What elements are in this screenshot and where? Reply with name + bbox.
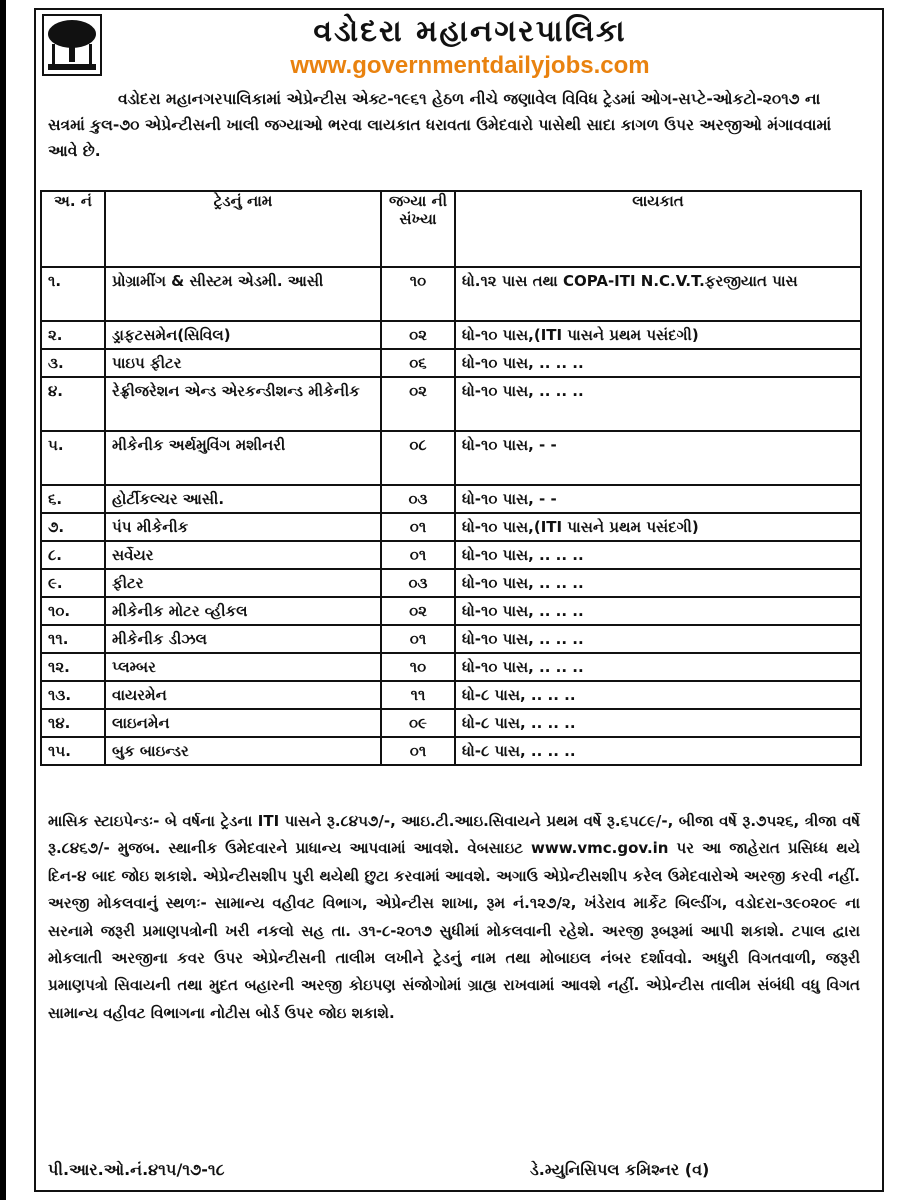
- cell-post-count: ૦૧: [381, 513, 455, 541]
- cell-qualification: ધો.૧૨ પાસ તથા COPA-ITI N.C.V.T.ફરજીયાત પાસ: [455, 267, 861, 321]
- cell-qualification: ધો-૧૦ પાસ, .. .. ..: [455, 541, 861, 569]
- table-body: [41, 267, 861, 765]
- table-row: [41, 737, 861, 765]
- cell-post-count: ૦૧: [381, 625, 455, 653]
- cell-serial: ૫.: [41, 431, 105, 485]
- table-row: [41, 653, 861, 681]
- cell-post-count: ૦૯: [381, 709, 455, 737]
- cell-trade-name: લાઇનમેન: [105, 709, 381, 737]
- table-row: [41, 513, 861, 541]
- cell-qualification: ધો-૧૦ પાસ, .. .. ..: [455, 625, 861, 653]
- cell-post-count: ૦૮: [381, 431, 455, 485]
- table-row: [41, 431, 861, 485]
- cell-qualification: ધો-૧૦ પાસ, .. .. ..: [455, 653, 861, 681]
- header-qualification: લાયકાત: [455, 191, 861, 267]
- signatory: ડે.મ્યુનિસિપલ કમિશ્નર (વ): [530, 1160, 710, 1179]
- cell-post-count: ૦૩: [381, 485, 455, 513]
- cell-trade-name: બુક બાઇન્ડર: [105, 737, 381, 765]
- cell-serial: ૪.: [41, 377, 105, 431]
- cell-serial: ૧૩.: [41, 681, 105, 709]
- cell-serial: ૭.: [41, 513, 105, 541]
- cell-post-count: ૧૦: [381, 653, 455, 681]
- cell-qualification: ધો-૧૦ પાસ, - -: [455, 431, 861, 485]
- cell-qualification: ધો-૮ પાસ, .. .. ..: [455, 709, 861, 737]
- cell-serial: ૧૧.: [41, 625, 105, 653]
- cell-serial: ૧૦.: [41, 597, 105, 625]
- cell-trade-name: ફીટર: [105, 569, 381, 597]
- cell-trade-name: મીકેનીક મોટર વ્હીકલ: [105, 597, 381, 625]
- cell-post-count: ૦૨: [381, 377, 455, 431]
- cell-qualification: ધો-૧૦ પાસ,(ITI પાસને પ્રથમ પસંદગી): [455, 513, 861, 541]
- vmc-logo: [42, 14, 102, 76]
- table-row: [41, 597, 861, 625]
- table-header-row: [41, 191, 861, 267]
- cell-trade-name: પાઇપ ફીટર: [105, 349, 381, 377]
- table-row: [41, 625, 861, 653]
- header-serial: અ. નં: [41, 191, 105, 267]
- table-row: [41, 681, 861, 709]
- cell-trade-name: પ્લમ્બર: [105, 653, 381, 681]
- table-row: [41, 709, 861, 737]
- table-row: [41, 485, 861, 513]
- page-title: વડોદરા મહાનગરપાલિકા: [313, 14, 627, 49]
- cell-trade-name: પંપ મીકેનીક: [105, 513, 381, 541]
- cell-serial: ૧૫.: [41, 737, 105, 765]
- cell-qualification: ધો-૮ પાસ, .. .. ..: [455, 681, 861, 709]
- scan-edge-bar: [0, 0, 6, 1200]
- header-trade-name: ટ્રેડનું નામ: [105, 191, 381, 267]
- cell-serial: ૬.: [41, 485, 105, 513]
- reference-number: પી.આર.ઓ.નં.૪૧૫/૧૭-૧૮: [48, 1160, 225, 1179]
- cell-trade-name: સર્વેયર: [105, 541, 381, 569]
- table-row: [41, 349, 861, 377]
- table-row: [41, 267, 861, 321]
- cell-serial: ૧.: [41, 267, 105, 321]
- website-watermark: www.governmentdailyjobs.com: [290, 52, 650, 79]
- cell-post-count: ૦૨: [381, 597, 455, 625]
- cell-qualification: ધો-૧૦ પાસ,(ITI પાસને પ્રથમ પસંદગી): [455, 321, 861, 349]
- cell-serial: ૩.: [41, 349, 105, 377]
- cell-trade-name: રેફ્રીજરેશન એન્ડ એરકન્ડીશન્ડ મીકેનીક: [105, 377, 381, 431]
- table-row: [41, 569, 861, 597]
- cell-serial: ૯.: [41, 569, 105, 597]
- cell-serial: ૮.: [41, 541, 105, 569]
- cell-post-count: ૦૩: [381, 569, 455, 597]
- notice-paragraph: માસિક સ્ટાઇપેન્ડઃ- બે વર્ષના ટ્રેડના ITI પાસને રૂ.૮૪૫૭/-, આઇ.ટી.આઇ.સિવાયને પ્રથમ વર્ષે રૂ.૬૫૮૯/-, બીજા વર્ષે રૂ.૭૫૨૬, ત્રીજા વર્ષે રૂ.૮૪૬૭/- મુજબ. સ્થાનીક ઉમેદવારને પ્રાધાન્ય આપવામાં આવશે. વેબસાઇટ www.vmc.gov.in પર આ જાહેરાત પ્રસિધ્ધ થયે દિન-૪ બાદ જોઇ શકાશે. એપ્રેન્ટીસશીપ પુરી થયેથી છુટા કરવામાં આવશે. અગાઉ એપ્રેન્ટીસશીપ કરેલ ઉમેદવારોએ અરજી કરવી નહીં. અરજી મોકલવાનું સ્થળઃ- સામાન્ય વહીવટ વિભાગ, એપ્રેન્ટીસ શાખા, રૂમ નં.૧૨૭/૨, ખંડેરાવ માર્કેટ બિલ્ડીંગ, વડોદરા-૩૯૦૨૦૯ ના સરનામે જરૂરી પ્રમાણપત્રોની ખરી નકલો સહ તા. ૩૧-૮-૨૦૧૭ સુધીમાં મોકલવાની રહેશે. અરજી રૂબરૂમાં આપી શકાશે. ટપાલ દ્વારા મોકલાતી અરજીના કવર ઉપર એપ્રેન્ટીસની તાલીમ લખીને ટ્રેડનું નામ તથા મોબાઇલ નંબર દર્શાવવો. અધુરી વિગતવાળી, જરૂરી પ્રમાણપત્રો સિવાયની તથા મુદત બહારની અરજી કોઇપણ સંજોગોમાં ગ્રાહ્ય રાખવામાં આવશે નહીં. એપ્રેન્ટીસ તાલીમ સંબંધી વધુ વિગત સામાન્ય વહીવટ વિભાગના નોટીસ બોર્ડ ઉપર જોઇ શકાશે.: [48, 812, 860, 1022]
- cell-trade-name: મીકેનીક ડીઝલ: [105, 625, 381, 653]
- table-row: [41, 377, 861, 431]
- cell-trade-name: ડ્રાફટસમેન(સિવિલ): [105, 321, 381, 349]
- cell-qualification: ધો-૧૦ પાસ, .. .. ..: [455, 349, 861, 377]
- cell-qualification: ધો-૧૦ પાસ, .. .. ..: [455, 377, 861, 431]
- header-post-count: જગ્યા ની સંખ્યા: [381, 191, 455, 267]
- cell-post-count: ૧૦: [381, 267, 455, 321]
- cell-post-count: ૦૧: [381, 541, 455, 569]
- cell-qualification: ધો-૧૦ પાસ, - -: [455, 485, 861, 513]
- cell-post-count: ૦૬: [381, 349, 455, 377]
- vacancy-table: [40, 190, 862, 766]
- cell-trade-name: મીકેનીક અર્થમુવિંગ મશીનરી: [105, 431, 381, 485]
- cell-serial: ૧૪.: [41, 709, 105, 737]
- cell-post-count: ૦૧: [381, 737, 455, 765]
- cell-qualification: ધો-૮ પાસ, .. .. ..: [455, 737, 861, 765]
- cell-serial: ૧૨.: [41, 653, 105, 681]
- cell-serial: ૨.: [41, 321, 105, 349]
- table-row: [41, 321, 861, 349]
- table-row: [41, 541, 861, 569]
- cell-qualification: ધો-૧૦ પાસ, .. .. ..: [455, 569, 861, 597]
- intro-paragraph: વડોદરા મહાનગરપાલિકામાં એપ્રેન્ટીસ એક્ટ-૧૯૬૧ હેઠળ નીચે જણાવેલ વિવિધ ટ્રેડમાં ઓગ-સપ્ટે-ઓકટો-૨૦૧૭ ના સત્રમાં કુલ-૭૦ એપ્રેન્ટીસની ખાલી જગ્યાઓ ભરવા લાયકાત ધરાવતા ઉમેદવારો પાસેથી સાદા કાગળ ઉપર અરજીઓ મંગાવવામાં આવે છે.: [48, 90, 832, 160]
- cell-trade-name: વાયરમેન: [105, 681, 381, 709]
- cell-trade-name: હોર્ટીકલ્ચર આસી.: [105, 485, 381, 513]
- cell-trade-name: પ્રોગ્રામીંગ & સીસ્ટમ એડમી. આસી: [105, 267, 381, 321]
- cell-post-count: ૦૨: [381, 321, 455, 349]
- cell-post-count: ૧૧: [381, 681, 455, 709]
- cell-qualification: ધો-૧૦ પાસ, .. .. ..: [455, 597, 861, 625]
